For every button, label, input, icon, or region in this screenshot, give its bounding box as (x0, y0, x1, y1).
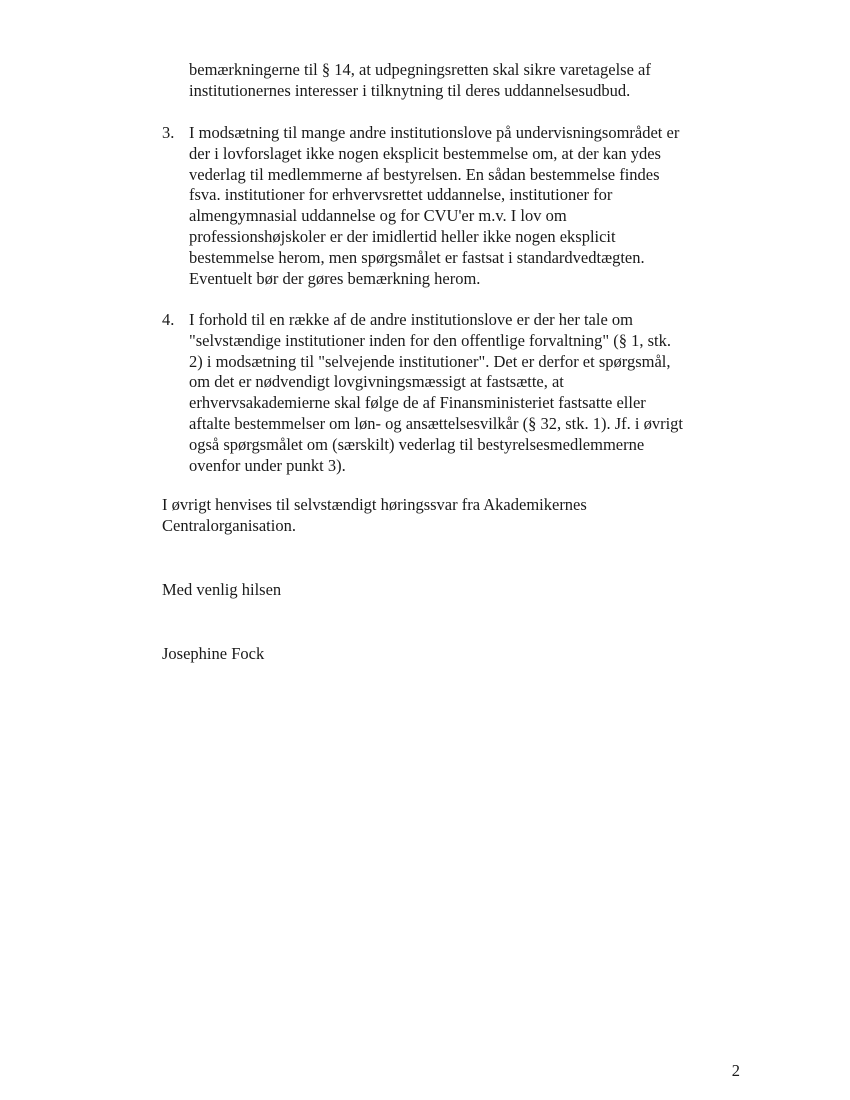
text-line: fsva. institutioner for erhvervsrettet uddannelse, institutioner for (189, 185, 613, 205)
text-line: Centralorganisation. (162, 515, 296, 535)
text-line: Eventuelt bør der gøres bemærkning herom. (189, 268, 481, 288)
text-line: almengymnasial uddannelse og for CVU'er m.v. I lov om (189, 206, 567, 226)
text-line: professionshøjskoler er der imidlertid heller ikke nogen eksplicit (189, 226, 616, 246)
text-line: I modsætning til mange andre institutionslove på undervisningsområdet er (189, 123, 680, 142)
page-number: 2 (731, 1061, 740, 1080)
continued-paragraph (189, 60, 749, 102)
text-line: erhvervsakademierne skal følge de af Finansministeriet fastsatte eller (189, 393, 646, 413)
list-item-number: 3. (162, 123, 175, 142)
text-line: aftalte bestemmelser om løn- og ansættelsesvilkår (§ 32, stk. 1). Jf. i øvrigt (189, 413, 683, 433)
list-item-number: 4. (162, 310, 175, 329)
text-line: vederlag til medlemmerne af bestyrelsen. En sådan bestemmelse findes (189, 164, 660, 184)
text-line: I øvrigt henvises til selvstændigt høringssvar fra Akademikernes (162, 495, 587, 514)
list-item-text (189, 310, 749, 476)
signature-name: Josephine Fock (162, 644, 265, 663)
text-line: ovenfor under punkt 3). (189, 455, 346, 475)
text-line: bestemmelse herom, men spørgsmålet er fastsat i standardvedtægten. (189, 247, 645, 267)
closing-greeting: Med venlig hilsen (162, 580, 282, 599)
text-line: I forhold til en række af de andre institutionslove er der her tale om (189, 310, 633, 329)
referral-paragraph (162, 495, 762, 537)
text-line: også spørgsmålet om (særskilt) vederlag til bestyrelsesmedlemmerne (189, 434, 645, 454)
text-line: om det er nødvendigt lovgivningsmæssigt at fastsætte, at (189, 372, 564, 392)
text-line: "selvstændige institutioner inden for den offentlige forvaltning" (§ 1, stk. (189, 330, 671, 350)
list-item-text (189, 123, 749, 289)
text-line: 2) i modsætning til "selvejende institutioner". Det er derfor et spørgsmål, (189, 351, 671, 371)
text-line: institutionernes interesser i tilknytning til deres uddannelsesudbud. (189, 80, 631, 100)
text-line: bemærkningerne til § 14, at udpegningsretten skal sikre varetagelse af (189, 60, 651, 79)
text-line: der i lovforslaget ikke nogen eksplicit bestemmelse om, at der kan ydes (189, 143, 661, 163)
